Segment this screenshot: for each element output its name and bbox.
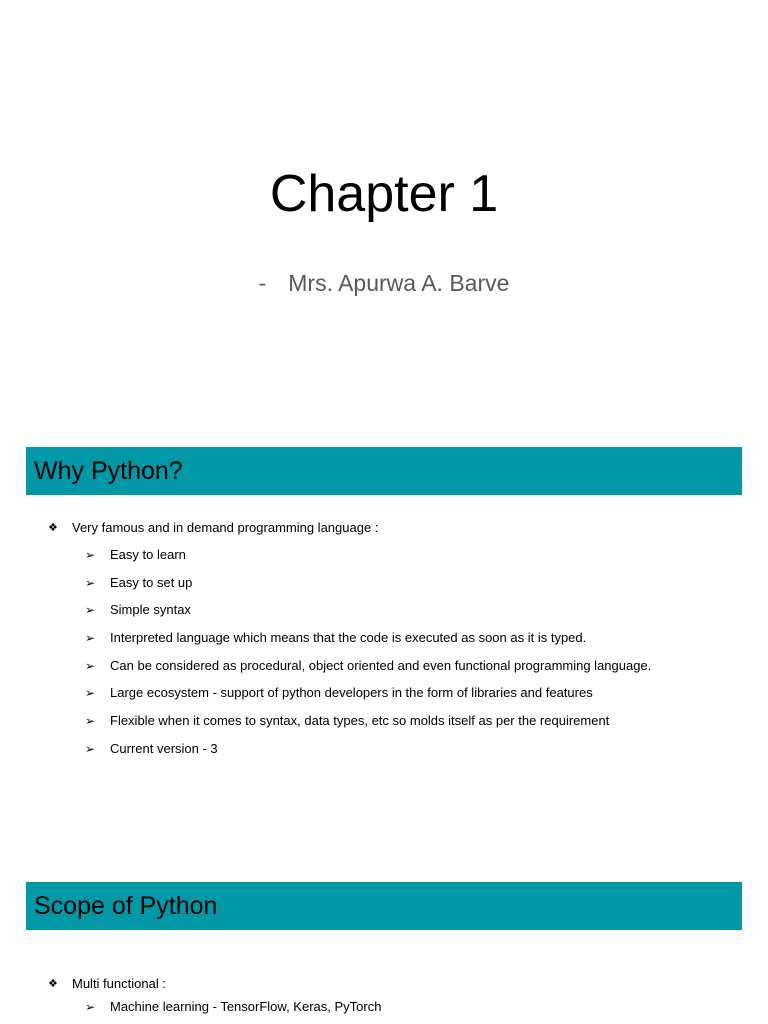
list-item-text: Flexible when it comes to syntax, data types, etc so molds itself as per the requirement xyxy=(110,713,610,728)
arrow-bullet-icon: ➢ xyxy=(85,1000,96,1014)
arrow-bullet-icon: ➢ xyxy=(85,686,96,700)
author-line xyxy=(0,268,768,298)
scope-python-banner xyxy=(26,882,742,930)
arrow-bullet-icon: ➢ xyxy=(85,742,96,756)
title-slide xyxy=(0,0,768,410)
list-item-text: Current version - 3 xyxy=(110,741,218,756)
arrow-bullet-icon: ➢ xyxy=(85,548,96,562)
list-item-text: Easy to learn xyxy=(110,547,186,562)
author-dash: - xyxy=(258,270,267,296)
list-item-text: Large ecosystem - support of python developers in the form of libraries and features xyxy=(110,685,593,700)
arrow-bullet-icon: ➢ xyxy=(85,659,96,673)
why-python-heading: Why Python? xyxy=(34,457,183,485)
arrow-bullet-icon: ➢ xyxy=(85,576,96,590)
list-item-text: Interpreted language which means that the code is executed as soon as it is typed. xyxy=(110,630,587,645)
why-bullet-text: Very famous and in demand programming language : xyxy=(72,520,379,535)
chapter-title: Chapter 1 xyxy=(269,165,499,223)
author-name: Mrs. Apurwa A. Barve xyxy=(288,270,510,296)
why-python-banner xyxy=(26,447,742,495)
scope-python-heading: Scope of Python xyxy=(34,892,218,920)
scope-bullet-text: Multi functional : xyxy=(72,976,166,991)
arrow-bullet-icon: ➢ xyxy=(85,631,96,645)
list-item-text: Machine learning - TensorFlow, Keras, PyTorch xyxy=(110,999,382,1014)
diamond-bullet-icon: ❖ xyxy=(48,978,58,990)
list-item-text: Easy to set up xyxy=(110,575,193,590)
diamond-bullet-icon: ❖ xyxy=(48,522,58,534)
list-item-text: Simple syntax xyxy=(110,602,191,617)
arrow-bullet-icon: ➢ xyxy=(85,603,96,617)
list-item-text: Can be considered as procedural, object oriented and even functional programming language. xyxy=(110,658,652,673)
arrow-bullet-icon: ➢ xyxy=(85,714,96,728)
